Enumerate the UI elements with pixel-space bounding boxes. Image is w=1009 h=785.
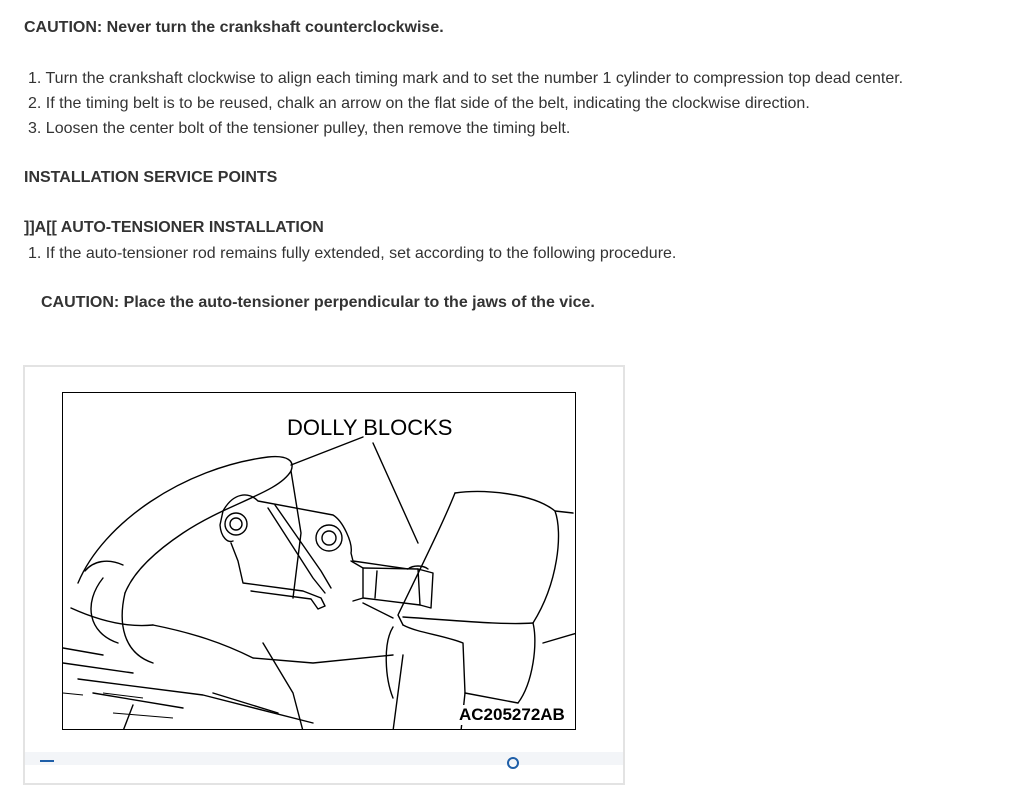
list-item: 3. Loosen the center bolt of the tensioner pulley, then remove the timing belt.: [28, 120, 571, 137]
auto-tensioner-in-vice-drawing: [63, 393, 576, 730]
figure-code: AC205272AB: [459, 705, 565, 724]
caution-heading: CAUTION: Never turn the crankshaft counterclockwise.: [24, 19, 444, 36]
subsection-heading: ]]A[[ AUTO-TENSIONER INSTALLATION: [24, 219, 324, 236]
caution-perpendicular: CAUTION: Place the auto-tensioner perpendicular to the jaws of the vice.: [41, 294, 595, 311]
list-item: 2. If the timing belt is to be reused, chalk an arrow on the flat side of the belt, indicating the clockwise direction.: [28, 95, 810, 112]
removal-steps-list: [28, 66, 903, 141]
expand-icon[interactable]: [507, 757, 519, 769]
figure-illustration[interactable]: [62, 392, 576, 730]
install-steps-list: [28, 241, 676, 266]
list-item: 1. Turn the crankshaft clockwise to align each timing mark and to set the number 1 cylinder to compression top dead center.: [28, 70, 904, 87]
dolly-blocks-label: DOLLY BLOCKS: [287, 415, 453, 440]
figure-toolbar: [25, 752, 623, 765]
zoom-icon[interactable]: [40, 760, 54, 764]
list-item: 1. If the auto-tensioner rod remains fully extended, set according to the following procedure.: [28, 245, 677, 262]
section-heading: INSTALLATION SERVICE POINTS: [24, 169, 278, 186]
